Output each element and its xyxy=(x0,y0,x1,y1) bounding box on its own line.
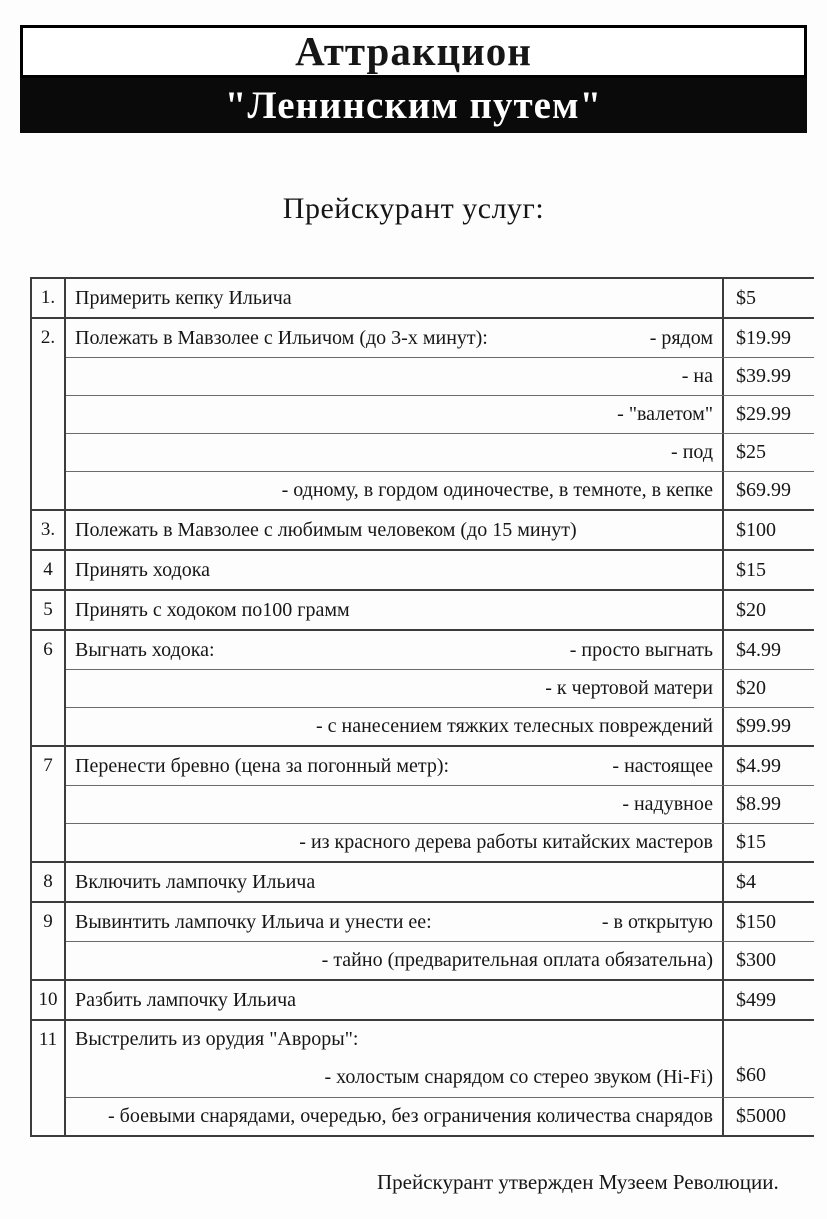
service-price: $4 xyxy=(736,870,756,893)
service-price: $5000 xyxy=(736,1105,786,1127)
service-option: - просто выгнать xyxy=(569,638,713,661)
service-row xyxy=(66,1021,814,1097)
footer-note: Прейскурант утвержден Музеем Революции. xyxy=(377,1170,779,1194)
service-description-cell xyxy=(66,1021,724,1097)
service-row xyxy=(66,631,814,669)
price-item-group xyxy=(32,745,814,861)
service-option: - боевыми снарядами, очередью, без ограничения количества снарядов xyxy=(108,1105,713,1127)
service-price: $99.99 xyxy=(736,715,791,737)
service-row xyxy=(66,357,814,395)
service-option: - "валетом" xyxy=(617,403,713,425)
item-rows xyxy=(66,631,814,745)
item-rows xyxy=(66,903,814,979)
service-description-cell xyxy=(66,670,724,707)
item-number: 1. xyxy=(32,279,66,317)
item-rows xyxy=(66,1021,814,1135)
service-description-cell xyxy=(66,631,724,669)
price-item-group xyxy=(32,979,814,1019)
service-option: - надувное xyxy=(622,793,713,815)
service-price: $5 xyxy=(736,286,756,309)
service-price: $25 xyxy=(736,441,766,463)
item-number: 9 xyxy=(32,903,66,979)
service-label: Вывинтить лампочку Ильича и унести ее: xyxy=(75,910,432,933)
item-number: 4 xyxy=(32,551,66,589)
service-description-cell xyxy=(66,942,724,979)
service-description-cell xyxy=(66,396,724,433)
item-number: 6 xyxy=(32,631,66,745)
service-description-cell xyxy=(66,511,724,549)
service-row xyxy=(66,669,814,707)
item-number: 8 xyxy=(32,863,66,901)
service-description-cell xyxy=(66,591,724,629)
service-price: $29.99 xyxy=(736,403,791,425)
item-rows xyxy=(66,747,814,861)
service-row xyxy=(66,319,814,357)
service-description-cell xyxy=(66,863,724,901)
price-item-group xyxy=(32,861,814,901)
service-price: $499 xyxy=(736,988,776,1011)
service-description-cell xyxy=(66,786,724,823)
service-row xyxy=(66,981,814,1019)
service-label: Выстрелить из орудия "Авроры": xyxy=(75,1028,359,1050)
item-rows xyxy=(66,551,814,589)
service-option: - к чертовой матери xyxy=(545,677,713,699)
item-number: 3. xyxy=(32,511,66,549)
service-price: $19.99 xyxy=(736,326,791,349)
service-option: - из красного дерева работы китайских мастеров xyxy=(299,831,713,853)
attraction-name-banner: "Ленинским путем" xyxy=(20,78,807,133)
item-number: 5 xyxy=(32,591,66,629)
service-price: $69.99 xyxy=(736,479,791,501)
service-price: $150 xyxy=(736,910,776,933)
service-description-cell xyxy=(66,472,724,509)
service-row xyxy=(66,279,814,317)
service-row xyxy=(66,941,814,979)
service-description-cell xyxy=(66,551,724,589)
service-description-cell xyxy=(66,981,724,1019)
service-price: $39.99 xyxy=(736,365,791,387)
service-description-cell xyxy=(66,903,724,941)
service-row xyxy=(66,747,814,785)
service-label: Полежать в Мавзолее с Ильичом (до 3-х минут): xyxy=(75,326,488,349)
service-description-cell xyxy=(66,434,724,471)
service-price: $8.99 xyxy=(736,793,781,815)
service-option: - в открытую xyxy=(601,910,713,933)
service-label: Перенести бревно (цена за погонный метр): xyxy=(75,754,450,777)
item-rows xyxy=(66,981,814,1019)
item-number: 2. xyxy=(32,319,66,509)
service-description-cell xyxy=(66,1098,724,1135)
service-option: - холостым снарядом со стерео звуком (Hi-Fi) xyxy=(324,1066,713,1088)
service-row xyxy=(66,511,814,549)
service-row xyxy=(66,551,814,589)
services-table xyxy=(30,277,814,1137)
service-description-cell xyxy=(66,708,724,745)
service-row xyxy=(66,471,814,509)
price-item-group xyxy=(32,1019,814,1135)
service-price: $4.99 xyxy=(736,638,781,661)
service-label: Разбить лампочку Ильича xyxy=(75,988,297,1011)
service-row xyxy=(66,903,814,941)
service-row xyxy=(66,707,814,745)
service-price: $20 xyxy=(736,677,766,699)
price-item-group xyxy=(32,589,814,629)
service-description-cell xyxy=(66,319,724,357)
service-price: $20 xyxy=(736,598,766,621)
price-item-group xyxy=(32,549,814,589)
price-item-group xyxy=(32,901,814,979)
service-description-cell xyxy=(66,747,724,785)
price-item-group xyxy=(32,317,814,509)
service-price: $100 xyxy=(736,518,776,541)
service-label: Принять с ходоком по100 грамм xyxy=(75,598,350,621)
service-option: - на xyxy=(681,365,713,387)
item-rows xyxy=(66,511,814,549)
item-rows xyxy=(66,591,814,629)
price-item-group xyxy=(32,279,814,317)
service-row xyxy=(66,785,814,823)
item-rows xyxy=(66,319,814,509)
price-list-title: Прейскурант услуг: xyxy=(282,192,545,225)
service-option: - тайно (предварительная оплата обязательна) xyxy=(321,949,713,971)
service-description-cell xyxy=(66,279,724,317)
service-row xyxy=(66,395,814,433)
service-option: - одному, в гордом одиночестве, в темноте, в кепке xyxy=(281,479,713,501)
item-rows xyxy=(66,863,814,901)
service-price: $300 xyxy=(736,949,776,971)
service-label: Примерить кепку Ильича xyxy=(75,286,292,309)
item-number: 10 xyxy=(32,981,66,1019)
service-price: $15 xyxy=(736,558,766,581)
item-rows xyxy=(66,279,814,317)
service-label: Полежать в Мавзолее с любимым человеком (до 15 минут) xyxy=(75,518,577,541)
service-price: $60 xyxy=(736,1064,766,1086)
service-row xyxy=(66,1097,814,1135)
service-label: Выгнать ходока: xyxy=(75,638,215,661)
service-row xyxy=(66,433,814,471)
price-item-group xyxy=(32,629,814,745)
item-number: 7 xyxy=(32,747,66,861)
service-label: Включить лампочку Ильича xyxy=(75,870,316,893)
service-description-cell xyxy=(66,824,724,861)
price-item-group xyxy=(32,509,814,549)
service-description-cell xyxy=(66,358,724,395)
service-price: $4.99 xyxy=(736,754,781,777)
attraction-label: Аттракцион xyxy=(20,25,807,78)
item-number: 11 xyxy=(32,1021,66,1135)
service-option: - рядом xyxy=(649,326,713,349)
service-row xyxy=(66,591,814,629)
attraction-header xyxy=(20,25,807,133)
service-option: - с нанесением тяжких телесных повреждений xyxy=(315,715,713,737)
service-price: $15 xyxy=(736,831,766,853)
service-label: Принять ходока xyxy=(75,558,211,581)
service-row xyxy=(66,823,814,861)
service-row xyxy=(66,863,814,901)
service-option: - под xyxy=(671,441,713,463)
service-option: - настоящее xyxy=(612,754,713,777)
